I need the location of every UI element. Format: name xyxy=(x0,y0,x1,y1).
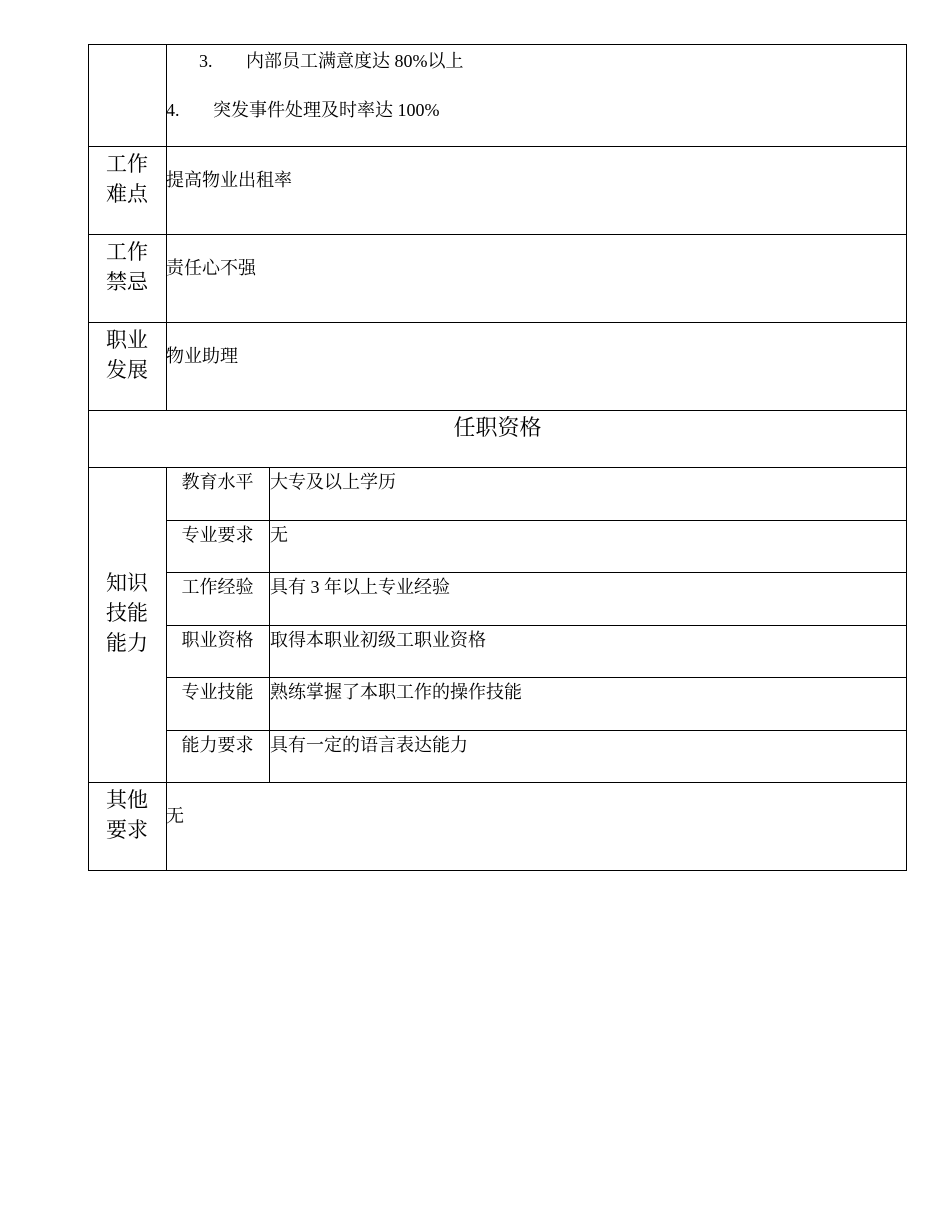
row-value-work-taboo: 责任心不强 xyxy=(166,258,256,278)
goal-item-4-number: 4. xyxy=(166,100,180,120)
row-label-career-development xyxy=(88,325,166,385)
qualification-label-education: 教育水平 xyxy=(181,472,254,492)
qualification-value-certification: 取得本职业初级工职业资格 xyxy=(270,630,486,650)
qualification-label-skills: 专业技能 xyxy=(181,682,254,702)
row-divider xyxy=(88,410,907,411)
group-label-knowledge-skills xyxy=(88,568,166,658)
label-line: 知识 xyxy=(106,571,148,595)
qualification-label-experience: 工作经验 xyxy=(181,577,254,597)
sub-row-divider xyxy=(166,520,907,521)
row-label-work-taboo xyxy=(88,237,166,297)
label-line: 禁忌 xyxy=(106,270,148,294)
label-line: 要求 xyxy=(106,818,148,842)
goal-item-3-text: 内部员工满意度达 80%以上 xyxy=(246,51,464,71)
sub-row-divider xyxy=(166,572,907,573)
row-value-work-difficulty: 提高物业出租率 xyxy=(166,170,292,190)
label-line: 发展 xyxy=(106,358,148,382)
row-divider xyxy=(88,782,907,783)
goal-item-3-number: 3. xyxy=(199,51,213,71)
table-border-right xyxy=(906,44,907,871)
row-label-work-difficulty xyxy=(88,149,166,209)
row-divider xyxy=(88,322,907,323)
goal-item-4-text: 突发事件处理及时率达 100% xyxy=(213,100,440,120)
row-value-career-development: 物业助理 xyxy=(166,346,238,366)
qualification-label-ability: 能力要求 xyxy=(181,735,254,755)
qualification-value-major: 无 xyxy=(270,525,288,545)
table-border-bottom xyxy=(88,870,907,871)
row-divider xyxy=(88,467,907,468)
row-divider xyxy=(88,234,907,235)
qualification-value-skills: 熟练掌握了本职工作的操作技能 xyxy=(270,682,522,702)
label-line: 技能 xyxy=(106,601,148,625)
label-line: 其他 xyxy=(106,788,148,812)
sub-row-divider xyxy=(166,677,907,678)
row-label-other-requirements xyxy=(88,785,166,845)
label-line: 职业 xyxy=(106,328,148,352)
label-line: 工作 xyxy=(106,152,148,176)
table-border-top xyxy=(88,44,907,45)
label-line: 能力 xyxy=(106,631,148,655)
row-divider xyxy=(88,146,907,147)
sub-row-divider xyxy=(166,625,907,626)
qualification-value-experience: 具有 3 年以上专业经验 xyxy=(270,577,450,597)
sub-row-divider xyxy=(166,730,907,731)
qualification-value-education: 大专及以上学历 xyxy=(270,472,396,492)
row-value-other-requirements: 无 xyxy=(166,806,184,826)
label-line: 难点 xyxy=(106,182,148,206)
qualification-value-ability: 具有一定的语言表达能力 xyxy=(270,735,468,755)
qualification-label-certification: 职业资格 xyxy=(181,630,254,650)
label-line: 工作 xyxy=(106,240,148,264)
section-title-qualifications: 任职资格 xyxy=(453,415,542,440)
qualification-label-major: 专业要求 xyxy=(181,525,254,545)
